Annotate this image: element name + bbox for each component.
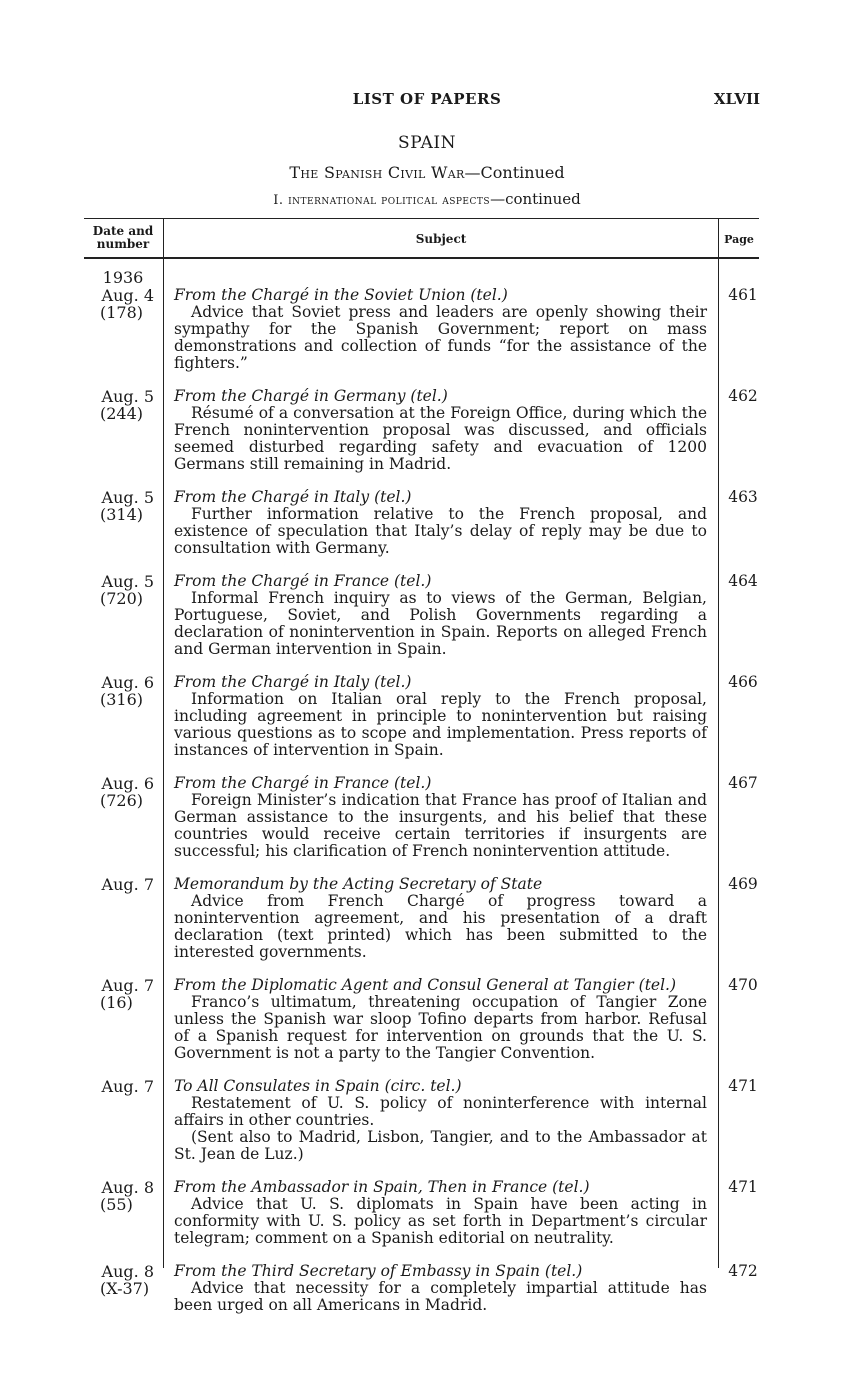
entry-summary: Informal French inquiry as to views of the German, Belgian, Portuguese, Soviet, and Polish Governments regarding a declaration of nonintervention in Spain. Reports on alleged French and German intervention in Spain. (174, 589, 707, 658)
entry-summary: Further information relative to the French proposal, and existence of speculation that Italy’s delay of reply may be due to consultation with Germany. (174, 505, 707, 557)
section-title-continued: —continued (490, 190, 581, 208)
entry-heading-text: From the Chargé in France (174, 572, 390, 590)
entry-subject (174, 977, 707, 1062)
entry-date (84, 977, 154, 1011)
column-header-date: Date and number (92, 224, 154, 251)
entry-page: 471 (728, 1077, 758, 1095)
entry-page: 462 (728, 387, 758, 405)
entry-heading-text: From the Third Secretary of Embassy in Spain (174, 1262, 540, 1280)
table-top-rule (84, 218, 759, 219)
entry-date (84, 1078, 154, 1095)
entry-heading (174, 876, 707, 893)
entry-subject (174, 876, 707, 961)
entry-summary: Restatement of U. S. policy of noninterference with internal affairs in other countries. (174, 1094, 707, 1129)
entry-summary: Résumé of a conversation at the Foreign Office, during which the French nonintervention proposal was discussed, and officials seemed disturbed regarding safety and evacuation of 1200 Germans still remaining in Madrid. (174, 404, 707, 473)
entry-page: 472 (728, 1262, 758, 1280)
entry-page: 463 (728, 488, 758, 506)
chapter-title-main: The Spanish Civil War (289, 163, 465, 182)
entry-number: (55) (100, 1195, 133, 1214)
table-row (0, 977, 854, 1062)
table-row (0, 1263, 854, 1314)
entry-heading-note: (tel.) (394, 572, 432, 590)
entry-number: (244) (100, 404, 144, 423)
entry-subject (174, 1263, 707, 1314)
entry-date-text: Aug. 6 (101, 673, 154, 692)
entry-heading (174, 489, 707, 506)
entry-heading (174, 1078, 707, 1095)
entry-heading-text: From the Diplomatic Agent and Consul General at Tangier (174, 976, 634, 994)
entry-date-text: Aug. 7 (101, 1077, 154, 1096)
entry-number: (726) (100, 791, 144, 810)
chapter-title (0, 163, 854, 182)
table-row (0, 1179, 854, 1247)
table-row (0, 388, 854, 473)
entry-number: (314) (100, 505, 144, 524)
entry-number: (720) (100, 589, 144, 608)
page-number: XLVII (713, 90, 760, 108)
entry-summary: Franco’s ultimatum, threatening occupation of Tangier Zone unless the Spanish war sloop Tofino departs from harbor. Refusal of a Spanish request for intervention on grounds that the U. S. Government is not a party to the Tangier Convention. (174, 993, 707, 1062)
entry-date (84, 876, 154, 893)
entry-subject (174, 573, 707, 658)
entry-subject (174, 1179, 707, 1247)
entry-heading (174, 775, 707, 792)
entry-heading (174, 1179, 707, 1196)
chapter-title-continued: —Continued (464, 163, 565, 182)
entry-date (84, 573, 154, 607)
entry-heading (174, 977, 707, 994)
column-header-subject: Subject (415, 232, 467, 246)
table-header-rule (84, 257, 759, 259)
entry-heading-text: To All Consulates in Spain (174, 1077, 380, 1095)
entry-subject (174, 674, 707, 759)
entry-subject (174, 489, 707, 557)
entry-date (84, 775, 154, 809)
table-row (0, 876, 854, 961)
entry-subject (174, 388, 707, 473)
entry-date-text: Aug. 5 (101, 572, 154, 591)
table-row (0, 573, 854, 658)
entry-summary: Advice that necessity for a completely impartial attitude has been urged on all Americans in Madrid. (174, 1279, 707, 1314)
entry-page: 466 (728, 673, 758, 691)
entry-heading-text: From the Chargé in France (174, 774, 390, 792)
entry-heading (174, 287, 707, 304)
running-title: LIST OF PAPERS (352, 90, 502, 108)
entry-date-text: Aug. 7 (101, 976, 154, 995)
entry-heading-note: (tel.) (410, 387, 448, 405)
entry-heading-text: From the Chargé in Italy (174, 488, 370, 506)
entry-summary: Foreign Minister’s indication that France has proof of Italian and German assistance to the insurgents, and his belief that these countries would receive certain territories if insurgents are successful; his clarification of French nonintervention attitude. (174, 791, 707, 860)
entry-heading-note: (tel.) (374, 673, 412, 691)
entry-date (84, 1179, 154, 1213)
entry-page: 471 (728, 1178, 758, 1196)
entry-page: 470 (728, 976, 758, 994)
entry-number: (X-37) (100, 1279, 150, 1298)
entry-heading-note: (tel.) (374, 488, 412, 506)
entry-date-text: Aug. 5 (101, 488, 154, 507)
entry-date (84, 1263, 154, 1297)
entry-heading (174, 388, 707, 405)
entry-date (84, 287, 154, 321)
entry-heading-note: (tel.) (544, 1262, 583, 1280)
entry-subject (174, 287, 707, 372)
section-title (0, 190, 854, 208)
entry-number: (16) (100, 993, 133, 1012)
entry-summary: (Sent also to Madrid, Lisbon, Tangier, and to the Ambassador at St. Jean de Luz.) (174, 1128, 707, 1163)
entry-heading-text: Memorandum by the Acting Secretary of State (174, 875, 543, 893)
entry-date-text: Aug. 6 (101, 774, 154, 793)
entry-heading (174, 573, 707, 590)
entry-date-text: Aug. 7 (101, 875, 154, 894)
entry-heading (174, 1263, 707, 1280)
entry-page: 469 (728, 875, 758, 893)
entry-heading-text: From the Chargé in Italy (174, 673, 370, 691)
entry-date (84, 674, 154, 708)
entry-heading-note: (circ. tel.) (384, 1077, 462, 1095)
table-row (0, 489, 854, 557)
entry-heading-note: (tel.) (552, 1178, 590, 1196)
entry-list (0, 287, 854, 1330)
entry-summary: Information on Italian oral reply to the French proposal, including agreement in principle to nonintervention but raising various questions as to scope and implementation. Press reports of instances of intervention in Spain. (174, 690, 707, 759)
table-row (0, 775, 854, 860)
year-label: 1936 (102, 268, 144, 287)
entry-date-text: Aug. 8 (101, 1178, 154, 1197)
country-title: SPAIN (398, 133, 456, 153)
entry-page: 461 (728, 286, 758, 304)
entry-heading-note: (tel.) (394, 774, 432, 792)
entry-date-text: Aug. 4 (101, 286, 154, 305)
entry-page: 467 (728, 774, 758, 792)
table-row (0, 1078, 854, 1163)
entry-heading-note: (tel.) (470, 286, 508, 304)
entry-subject (174, 775, 707, 860)
entry-number: (316) (100, 690, 144, 709)
entry-heading (174, 674, 707, 691)
column-header-page: Page (724, 233, 754, 246)
entry-heading-text: From the Chargé in Germany (174, 387, 406, 405)
entry-summary: Advice that U. S. diplomats in Spain have been acting in conformity with U. S. policy as set forth in Department’s circular telegram; comment on a Spanish editorial on neutrality. (174, 1195, 707, 1247)
table-row (0, 674, 854, 759)
entry-date (84, 489, 154, 523)
entry-heading-text: From the Chargé in the Soviet Union (174, 286, 466, 304)
entry-subject (174, 1078, 707, 1163)
entry-page: 464 (728, 572, 758, 590)
entry-heading-note: (tel.) (638, 976, 677, 994)
section-title-main: I. international political aspects (273, 193, 491, 208)
entry-number: (178) (100, 303, 144, 322)
entry-summary: Advice from French Chargé of progress toward a nonintervention agreement, and his presentation of a draft declaration (text printed) which has been submitted to the interested governments. (174, 892, 707, 961)
entry-date-text: Aug. 8 (101, 1262, 154, 1281)
entry-date-text: Aug. 5 (101, 387, 154, 406)
entry-heading-text: From the Ambassador in Spain, Then in France (174, 1178, 548, 1196)
table-row (0, 287, 854, 372)
entry-summary: Advice that Soviet press and leaders are openly showing their sympathy for the Spanish Government; report on mass demonstrations and collection of funds “for the assistance of the fighters.” (174, 303, 707, 372)
entry-date (84, 388, 154, 422)
